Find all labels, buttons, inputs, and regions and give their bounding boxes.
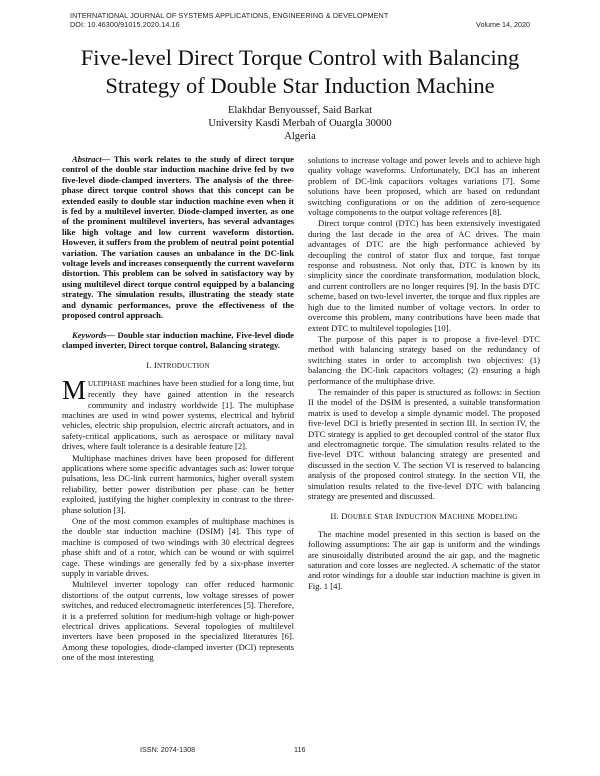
paper-title <box>40 44 560 100</box>
intro-paragraph-4: Multilevel inverter topology can offer reduced harmonic distortions of the output currents, low voltage stresses of power switches, and reduced electromagnetic interferences [5]. Therefore, it is a preferred solution for medium-high voltage or high-power electrical drives applications. Several topologies of multilevel inverters have been proposed in the specialized literatures [6]. Among these topologies, diode-clamped inverter (DCI) represents one of the most interesting <box>62 579 294 663</box>
smallcaps-word: ULTIPHASE <box>88 379 126 388</box>
doi: DOI: 10.46300/91015.2020.14.16 <box>70 20 180 29</box>
intro-p1-text: machines have been studied for a long time, but recently they have gained attention in the research community and industry worldwide [1]. The multiphase machines are used in wind power systems, electrical and hybrid vehicles, electric ship propulsion, electric aircraft actuators, and in safety-critical applications, such as aerospace or military naval drives, where fault tolerance is a desirable feature [2]. <box>62 377 294 452</box>
right-paragraph-2: Direct torque control (DTC) has been extensively investigated during the last decade in the area of AC drives. The main advantages of DTC are the high performance achieved by decoupling the control of stator flux and torque, fast torque response and robustness. Not only that, DTC is known by its simplicity since the coordinate transformation, modulation block, and current controllers are no longer requires [9]. In the basis DTC scheme, based on two-level inverter, the torque and flux ripples are high due to the limited number of voltage vectors. In order to overcome this problem, many contributions have been made that extent DTC to multilevel topologies [10]. <box>308 218 540 333</box>
issn: ISSN: 2074-1308 <box>140 745 196 754</box>
keywords-text: Double star induction machine, Five-level diode clamped inverter, Direct torque control, Balancing strategy. <box>62 329 294 350</box>
title-line-1: Five-level Direct Torque Control with Balancing <box>80 45 520 70</box>
section-rest: TAR <box>379 513 394 522</box>
right-paragraph-1: solutions to increase voltage and power levels and to achieve high quality voltage waveforms. Unfortunately, DCI has an inherent problem of DC-link capacitors voltages variations [7]. Some solutions have been proposed, which are based on redundant switching configurations or on the addition of zero-sequence voltage components to the output voltage references [8]. <box>308 155 540 218</box>
abstract-lead: Abstract— <box>72 154 111 164</box>
section-initial: S <box>374 511 380 522</box>
keywords-lead: Keywords— <box>72 329 115 340</box>
section-numeral: I. <box>146 360 152 371</box>
affiliation: University Kasdi Merbah of Ouargla 30000 <box>208 118 392 129</box>
page-number: 116 <box>294 745 306 754</box>
abstract <box>62 154 294 321</box>
section-initial: I <box>395 511 399 522</box>
drop-cap: M <box>62 374 87 405</box>
keywords <box>62 330 294 351</box>
section-rest: OUBLE <box>347 513 373 522</box>
intro-paragraph-2: Multiphase machines drives have been proposed for different applications where some specific advantages such as: lower torque pulsations, less DC-link current harmonics, higher overall system reliability, better power distribution per phase can be better exploited, justifying the higher complexity in contrast to the three-phase solution [3]. <box>62 452 294 515</box>
section-rest: ODELING <box>485 513 518 522</box>
journal-name: INTERNATIONAL JOURNAL OF SYSTEMS APPLICATIONS, ENGINEERING & DEVELOPMENT <box>70 11 389 20</box>
right-paragraph-5: The machine model presented in this section is based on the following assumptions: The air gap is uniform and the windings are sinusoidally distributed around the air gap, and the magnetic saturation and core losses are neglected. A schematic of the stator and rotor windings for a double star induction machine is given in Fig. 1 [4]. <box>308 528 540 591</box>
right-paragraph-4: The remainder of this paper is structured as follows: in Section II the model of the DSIM is presented, a suitable transformation matrix is used to develop a simple dynamic model. The proposed five-level DCI is briefly presented in section III. In section IV, the DTC strategy is applied to get decoupled control of the stator flux and electromagnetic torque. The simulation results related to the five-level DTC without balancing strategy are presented and discussed in the section V. The section VI is reserved to balancing analysis of the proposed control strategy. In the section VII, the simulation results related to the five-level DTC with balancing strategy are presented and discussed. <box>308 386 540 501</box>
title-line-2: Strategy of Double Star Induction Machine <box>105 73 495 98</box>
right-column <box>308 155 540 592</box>
intro-paragraph-1 <box>62 374 294 452</box>
section-initial: I <box>153 360 158 371</box>
section-numeral: II. <box>330 511 339 522</box>
abstract-text: This work relates to the study of direct torque control of the double star induction machine drive fed by two five-level diode-clamped inverters. The analysis of the three-phase direct torque control shows that this concept can be extended easily to double star induction machine even when it is fed by a multilevel inverter. Diode-clamped inverter, as one of the prominent multilevel inverters, has several advantages like high voltage and low current waveform distortion. However, it suffers from the problem of neutral point potential variation. The variation causes an unbalance in the DC-link voltage levels and increases consequently the current waveform distortion. This problem can be solved in satisfactory way by using multilevel direct torque control equipped by a balancing strategy. The simulation results, illustrating the steady state and dynamic performances, prove the effectiveness of the proposed control approach. <box>62 154 294 321</box>
section-initial: D <box>341 511 348 522</box>
country: Algeria <box>284 131 316 142</box>
section-rest: NTRODUCTION <box>157 362 210 371</box>
section-heading-introduction <box>62 360 294 371</box>
intro-paragraph-3: One of the most common examples of multiphase machines is the double star induction machine (DSIM) [4]. This type of machine is composed of two windings with 30 electrical degrees phase shift and of a rotor, which can be wound or with squirrel cage. These windings are generally fed by a six-phase inverter supply in variable drives. <box>62 516 294 579</box>
volume: Volume 14, 2020 <box>476 20 530 29</box>
authors: Elakhdar Benyoussef, Said Barkat <box>227 105 373 116</box>
right-paragraph-3: The purpose of this paper is to propose a five-level DTC method with balancing strategy based on the redundancy of switching states in order to accomplish two objectives: (1) balancing the DC-link capacitors voltages; (2) ensuring a high performance of the multiphase drive. <box>308 333 540 386</box>
section-initial: M <box>477 511 486 522</box>
section-rest: NDUCTION <box>398 513 437 522</box>
section-heading-modeling <box>308 511 540 522</box>
left-column <box>62 154 294 664</box>
section-initial: M <box>439 511 448 522</box>
section-rest: ACHINE <box>447 513 475 522</box>
